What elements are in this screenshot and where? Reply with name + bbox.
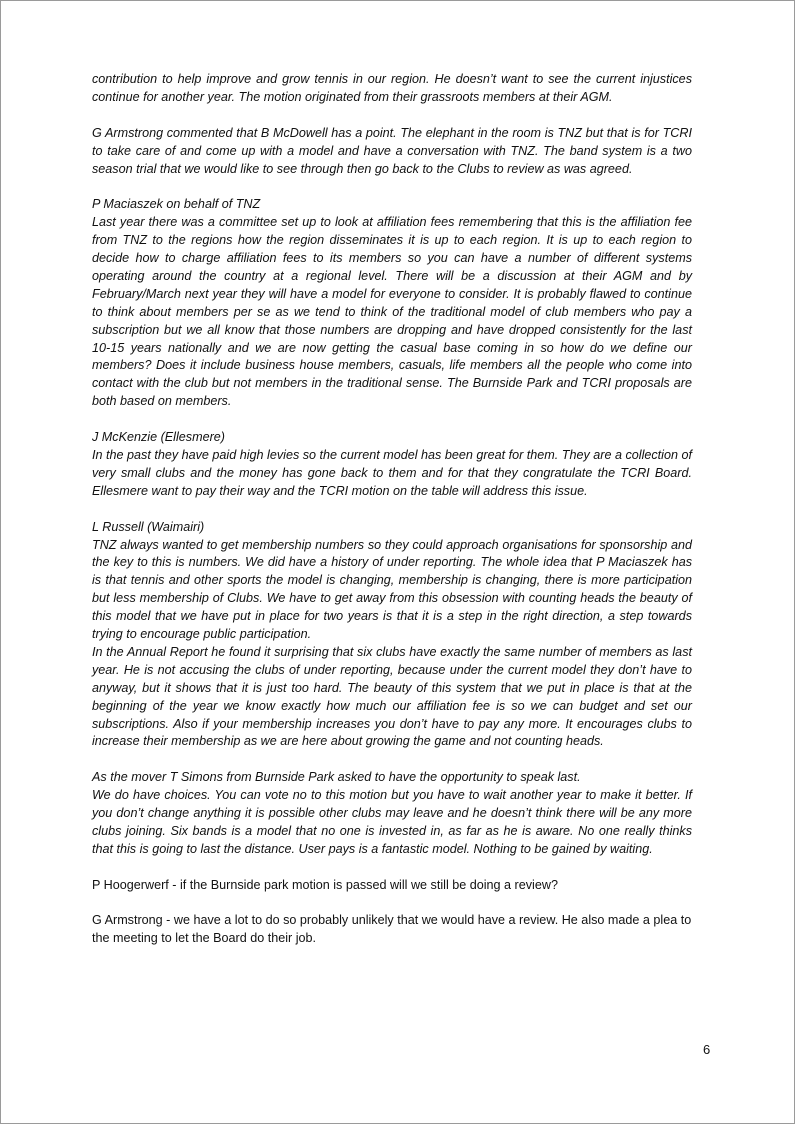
paragraph-g-armstrong-reply: G Armstrong - we have a lot to do so probably unlikely that we would have a review. He also made a plea to the meeting to let the Board do their job. [92, 913, 692, 946]
section-t-simons [92, 769, 692, 859]
speaker-text: In the past they have paid high levies so the current model has been great for them. They are a collection of very small clubs and the money has gone back to them and for that they congratulate the TCRI Board. Ellesmere want to pay their way and the TCRI motion on the table will address this issue. [92, 447, 692, 498]
speaker-heading: P Maciaszek on behalf of TNZ [92, 197, 261, 212]
paragraph-contribution: contribution to help improve and grow tennis in our region. He doesn’t want to see the current injustices continue for another year. The motion originated from their grassroots members at their AGM. [92, 72, 692, 104]
speaker-text: Last year there was a committee set up to look at affiliation fees remembering that this is the affiliation fee from TNZ to the regions how the region disseminates it is up to each region. It is up to each region to decide how to charge affiliation fees to its members so you can have a number of different systems operating around the country at a regional level. There will be a discussion at their AGM and by February/March next year they will have a model for everyone to consider. It is probably flawed to continue to think about members per se as we tend to think of the traditional model of club members who pay a subscription but we all know that those numbers are dropping and have dropped consistently for the last 10-15 years nationally and we are now getting the casual base coming in so how do we define our members? Does it include business house members, casuals, life members all the people who come into contact with the club but not members in the traditional sense. The Burnside Park and TCRI proposals are both based on members. [92, 215, 692, 409]
speaker-heading: J McKenzie (Ellesmere) [92, 430, 225, 445]
speaker-heading: L Russell (Waimairi) [92, 519, 205, 534]
page-number: 6 [703, 1042, 711, 1057]
speaker-text: We do have choices. You can vote no to this motion but you have to wait another year to make it better. If you don’t change anything it is possible other clubs may leave and he doesn’t think there will be any more clubs joining. Six bands is a model that no one is invested in, as far as he is aware. No one really thinks that this is going to last the distance. User pays is a fantastic model. Nothing to be gained by waiting. [92, 788, 692, 856]
section-j-mckenzie [92, 429, 692, 501]
speaker-heading: As the mover T Simons from Burnside Park asked to have the opportunity to speak last. [92, 770, 581, 785]
section-p-maciaszek [92, 196, 692, 411]
paragraph-g-armstrong-comment: G Armstrong commented that B McDowell has a point. The elephant in the room is TNZ but that is for TCRI to take care of and come up with a model and have a conversation with TNZ. The band system is a two season trial that we would like to see through then go back to the Clubs to review as was agreed. [92, 125, 692, 176]
speaker-text-continued: In the Annual Report he found it surprising that six clubs have exactly the same number of members as last year. He is not accusing the clubs of under reporting, because under the current model they don’t have to anyway, but it shows that it is just too hard. The beauty of this system that we put in place is that at the beginning of the year we know exactly how much our affiliation fee is so we can budget and set our subscriptions. Also if your membership increases you don’t have to pay any more. It encourages clubs to increase their membership as we are here about growing the game and not counting heads. [92, 644, 692, 749]
speaker-text: TNZ always wanted to get membership numbers so they could approach organisations for sponsorship and the key to this is numbers. We did have a history of under reporting. The whole idea that P Maciaszek has is that tennis and other sports the model is changing, membership is changing, there is more participation but less membership of Clubs. We have to get away from this obsession with counting heads the beauty of this model that we have put in place for two years is that it is a step in the right direction, a step towards trying to encourage public participation. [92, 537, 692, 642]
page-body [92, 71, 692, 966]
section-l-russell [92, 519, 692, 752]
paragraph-p-hoogerwerf: P Hoogerwerf - if the Burnside park motion is passed will we still be doing a review? [92, 877, 558, 892]
